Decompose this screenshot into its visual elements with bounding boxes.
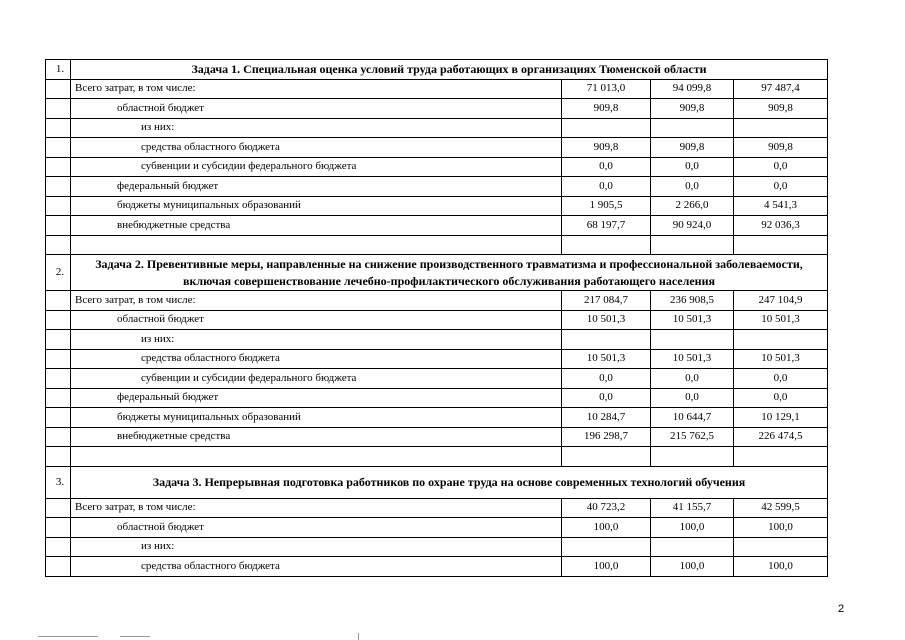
value-cell: 10 501,3 <box>562 349 651 369</box>
value-cell: 0,0 <box>651 157 734 177</box>
value-cell: 215 762,5 <box>651 427 734 447</box>
spacer-row <box>46 447 828 467</box>
scan-artifact-line <box>358 633 359 640</box>
task-title: Задача 1. Специальная оценка условий труда работающих в организациях Тюменской области <box>71 60 828 80</box>
value-cell <box>562 118 651 138</box>
row-label: внебюджетные средства <box>71 427 562 447</box>
budget-row <box>46 369 828 389</box>
value-cell: 71 013,0 <box>562 79 651 99</box>
value-cell: 100,0 <box>734 518 828 538</box>
value-cell: 0,0 <box>651 388 734 408</box>
row-number-cell <box>46 79 71 99</box>
value-cell <box>562 330 651 350</box>
value-cell: 0,0 <box>651 369 734 389</box>
budget-row <box>46 518 828 538</box>
value-cell: 10 501,3 <box>734 349 828 369</box>
value-cell: 10 501,3 <box>734 310 828 330</box>
value-cell: 0,0 <box>734 177 828 197</box>
value-cell: 0,0 <box>734 157 828 177</box>
spacer-cell <box>651 447 734 467</box>
value-cell: 42 599,5 <box>734 498 828 518</box>
row-number-cell <box>46 518 71 538</box>
budget-row <box>46 427 828 447</box>
value-cell: 1 905,5 <box>562 196 651 216</box>
budget-row <box>46 99 828 119</box>
value-cell <box>734 330 828 350</box>
value-cell: 10 501,3 <box>651 310 734 330</box>
scan-artifact-line <box>120 636 150 637</box>
row-label: бюджеты муниципальных образований <box>71 408 562 428</box>
value-cell: 10 501,3 <box>651 349 734 369</box>
page-number: 2 <box>838 603 845 615</box>
row-number-cell <box>46 349 71 369</box>
value-cell: 0,0 <box>734 369 828 389</box>
budget-row <box>46 498 828 518</box>
budget-row <box>46 291 828 311</box>
budget-row <box>46 157 828 177</box>
budget-row <box>46 79 828 99</box>
row-number-cell <box>46 216 71 236</box>
value-cell: 100,0 <box>562 557 651 577</box>
spacer-cell <box>562 235 651 255</box>
row-label: федеральный бюджет <box>71 177 562 197</box>
row-label: бюджеты муниципальных образований <box>71 196 562 216</box>
value-cell: 10 129,1 <box>734 408 828 428</box>
row-number-cell <box>46 291 71 311</box>
budget-row <box>46 388 828 408</box>
spacer-cell <box>46 235 71 255</box>
value-cell: 10 501,3 <box>562 310 651 330</box>
budget-row <box>46 216 828 236</box>
value-cell: 100,0 <box>651 518 734 538</box>
value-cell: 909,8 <box>562 138 651 158</box>
value-cell <box>562 537 651 557</box>
value-cell: 90 924,0 <box>651 216 734 236</box>
value-cell <box>651 330 734 350</box>
value-cell: 40 723,2 <box>562 498 651 518</box>
budget-row <box>46 138 828 158</box>
value-cell: 0,0 <box>562 388 651 408</box>
spacer-cell <box>46 447 71 467</box>
row-number-cell <box>46 99 71 119</box>
budget-row <box>46 196 828 216</box>
spacer-cell <box>71 235 562 255</box>
value-cell: 0,0 <box>562 369 651 389</box>
row-label: из них: <box>71 537 562 557</box>
value-cell: 0,0 <box>562 157 651 177</box>
row-label: областной бюджет <box>71 310 562 330</box>
value-cell: 92 036,3 <box>734 216 828 236</box>
row-number-cell <box>46 498 71 518</box>
row-number-cell <box>46 427 71 447</box>
value-cell: 909,8 <box>734 138 828 158</box>
spacer-cell <box>71 447 562 467</box>
row-label: федеральный бюджет <box>71 388 562 408</box>
row-label: областной бюджет <box>71 99 562 119</box>
value-cell: 4 541,3 <box>734 196 828 216</box>
row-label: Всего затрат, в том числе: <box>71 291 562 311</box>
spacer-cell <box>562 447 651 467</box>
value-cell <box>651 537 734 557</box>
value-cell: 909,8 <box>651 99 734 119</box>
value-cell: 41 155,7 <box>651 498 734 518</box>
value-cell: 0,0 <box>651 177 734 197</box>
task-header-row <box>46 60 828 80</box>
task-number: 3. <box>46 466 71 498</box>
row-label: субвенции и субсидии федерального бюджета <box>71 157 562 177</box>
row-label: средства областного бюджета <box>71 349 562 369</box>
budget-row <box>46 310 828 330</box>
spacer-row <box>46 235 828 255</box>
value-cell: 100,0 <box>651 557 734 577</box>
budget-row <box>46 537 828 557</box>
value-cell: 100,0 <box>734 557 828 577</box>
row-number-cell <box>46 177 71 197</box>
task-title: Задача 3. Непрерывная подготовка работников по охране труда на основе современных технологий обучения <box>71 466 828 498</box>
value-cell: 196 298,7 <box>562 427 651 447</box>
value-cell: 909,8 <box>562 99 651 119</box>
task-header-row <box>46 255 828 291</box>
value-cell: 10 284,7 <box>562 408 651 428</box>
row-number-cell <box>46 330 71 350</box>
budget-row <box>46 349 828 369</box>
value-cell: 100,0 <box>562 518 651 538</box>
budget-row <box>46 408 828 428</box>
row-label: средства областного бюджета <box>71 557 562 577</box>
spacer-cell <box>734 447 828 467</box>
spacer-cell <box>651 235 734 255</box>
row-number-cell <box>46 310 71 330</box>
value-cell: 909,8 <box>651 138 734 158</box>
row-label: Всего затрат, в том числе: <box>71 79 562 99</box>
value-cell: 217 084,7 <box>562 291 651 311</box>
row-number-cell <box>46 408 71 428</box>
row-number-cell <box>46 196 71 216</box>
budget-table <box>45 59 828 577</box>
value-cell <box>651 118 734 138</box>
budget-row <box>46 118 828 138</box>
task-number: 1. <box>46 60 71 80</box>
value-cell: 2 266,0 <box>651 196 734 216</box>
row-label: Всего затрат, в том числе: <box>71 498 562 518</box>
row-number-cell <box>46 557 71 577</box>
row-label: внебюджетные средства <box>71 216 562 236</box>
budget-row <box>46 330 828 350</box>
row-number-cell <box>46 157 71 177</box>
value-cell: 0,0 <box>562 177 651 197</box>
value-cell <box>734 537 828 557</box>
row-number-cell <box>46 537 71 557</box>
row-number-cell <box>46 138 71 158</box>
row-label: областной бюджет <box>71 518 562 538</box>
row-label: субвенции и субсидии федерального бюджета <box>71 369 562 389</box>
spacer-cell <box>734 235 828 255</box>
value-cell: 909,8 <box>734 99 828 119</box>
row-label: из них: <box>71 330 562 350</box>
value-cell: 10 644,7 <box>651 408 734 428</box>
scan-artifact-line <box>38 636 98 637</box>
row-number-cell <box>46 369 71 389</box>
row-label: из них: <box>71 118 562 138</box>
budget-table-body <box>46 60 828 577</box>
task-number: 2. <box>46 255 71 291</box>
task-header-row <box>46 466 828 498</box>
row-number-cell <box>46 388 71 408</box>
value-cell: 68 197,7 <box>562 216 651 236</box>
row-number-cell <box>46 118 71 138</box>
value-cell: 94 099,8 <box>651 79 734 99</box>
budget-row <box>46 557 828 577</box>
value-cell: 226 474,5 <box>734 427 828 447</box>
value-cell: 236 908,5 <box>651 291 734 311</box>
value-cell <box>734 118 828 138</box>
value-cell: 247 104,9 <box>734 291 828 311</box>
value-cell: 97 487,4 <box>734 79 828 99</box>
row-label: средства областного бюджета <box>71 138 562 158</box>
budget-row <box>46 177 828 197</box>
value-cell: 0,0 <box>734 388 828 408</box>
task-title: Задача 2. Превентивные меры, направленные на снижение производственного травматизма и профессиональной заболеваемости, включая совершенствование лечебно-профилактического обслуживания работающего населения <box>71 255 828 291</box>
